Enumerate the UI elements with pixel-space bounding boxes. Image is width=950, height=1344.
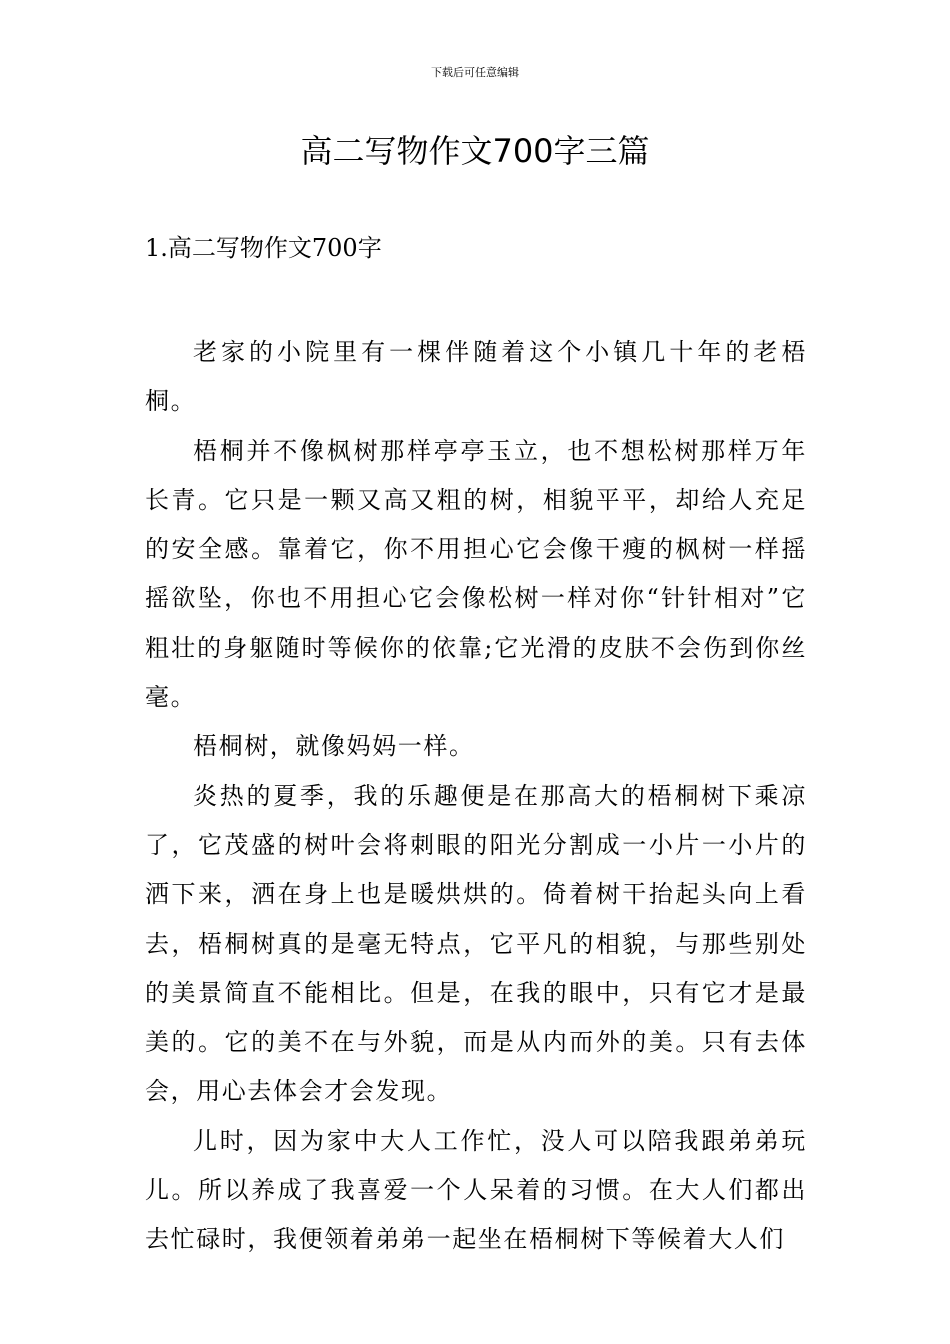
paragraph: 梧桐树，就像妈妈一样。 bbox=[193, 732, 475, 761]
section-heading: 1.高二写物作文700字 bbox=[145, 234, 382, 262]
paragraph: 儿时，因为家中大人工作忙，没人可以陪我跟弟弟玩儿。所以养成了我喜爱一个人呆着的习惯。在大人们都出去忙碌时，我便领着弟弟一起坐在梧桐树下等候着大人们 bbox=[145, 1126, 807, 1254]
paragraph: 老家的小院里有一棵伴随着这个小镇几十年的老梧桐。 bbox=[145, 338, 807, 416]
header-note: 下载后可任意编辑 bbox=[431, 66, 519, 79]
paragraph: 梧桐并不像枫树那样亭亭玉立，也不想松树那样万年长青。它只是一颗又高又粗的树，相貌平平，却给人充足的安全感。靠着它，你不用担心它会像干瘦的枫树一样摇摇欲坠，你也不用担心它会像松树一样对你“针针相对”它粗壮的身躯随时等候你的依靠;它光滑的皮肤不会伤到你丝毫。 bbox=[145, 436, 807, 712]
paragraph: 炎热的夏季，我的乐趣便是在那高大的梧桐树下乘凉了，它茂盛的树叶会将刺眼的阳光分割成一小片一小片的洒下来，洒在身上也是暖烘烘的。倚着树干抬起头向上看去，梧桐树真的是毫无特点，它平凡的相貌，与那些别处的美景简直不能相比。但是，在我的眼中，只有它才是最美的。它的美不在与外貌，而是从内而外的美。只有去体会，用心去体会才会发现。 bbox=[145, 781, 807, 1106]
article-body bbox=[145, 328, 807, 1265]
document-title: 高二写物作文700字三篇 bbox=[300, 132, 650, 170]
